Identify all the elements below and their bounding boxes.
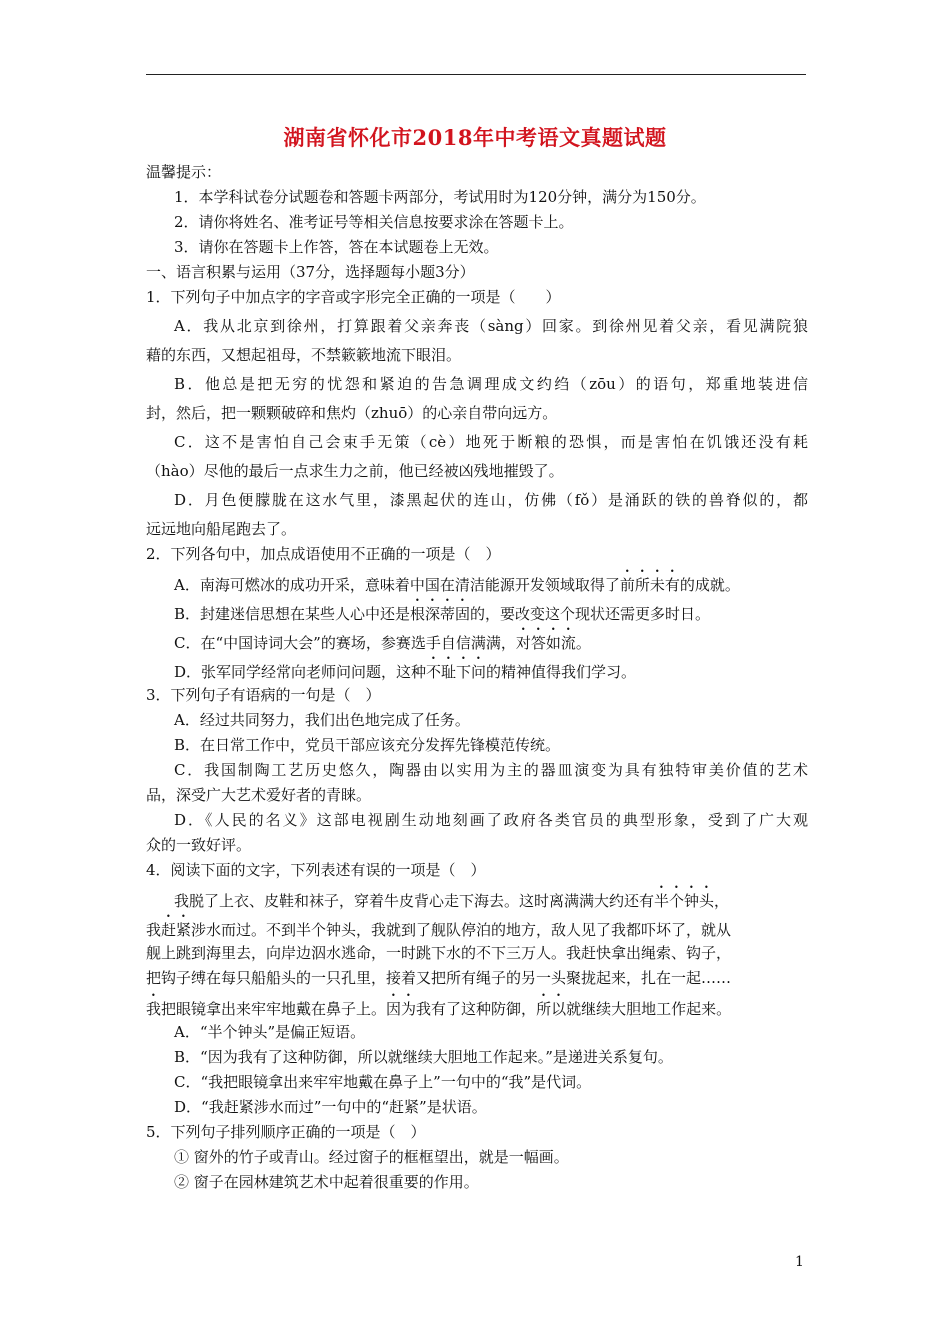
option-b: B．“因为我有了这种防御，所以就继续大胆地工作起来。”是递进关系复句。 xyxy=(174,1048,673,1066)
passage-line: 我脱了上衣、皮鞋和袜子，穿着牛皮背心走下海去。这时离满满大约还有半个钟头， xyxy=(174,892,730,910)
option-d: D．《人民的名义》这部电视剧生动地刻画了政府各类官员的典型形象，受到了广大观 xyxy=(174,811,808,829)
option-a: A．我从北京到徐州，打算跟着父亲奔丧（sàng）回家。到徐州见着父亲，看见满院狼 xyxy=(174,317,808,335)
option-d: D．“我赶紧涉水而过”一句中的“赶紧”是状语。 xyxy=(174,1098,487,1116)
header-rule xyxy=(146,74,806,75)
option-c: C．在“中国诗词大会”的赛场，参赛选手自信满满，对答如流。 xyxy=(174,634,591,652)
option-b-cont: 封，然后，把一颗颗破碎和焦灼（zhuō）的心亲自带向远方。 xyxy=(146,404,558,422)
question-stem: 2．下列各句中，加点成语使用不正确的一项是（ ） xyxy=(146,545,501,563)
passage-line: 我赶紧涉水而过。不到半个钟头，我就到了舰队停泊的地方，敌人见了我都吓坏了，就从 xyxy=(146,921,732,939)
tips-heading: 温馨提示： xyxy=(146,163,222,181)
question-stem: 4．阅读下面的文字，下列表述有误的一项是（ ） xyxy=(146,861,486,879)
dotted-idiom: 前所未有 xyxy=(619,576,680,594)
option-a-cont: 藉的东西，又想起祖母，不禁簌簌地流下眼泪。 xyxy=(146,346,462,364)
option-b: B．封建迷信思想在某些人心中还是根深蒂固的，要改变这个现状还需更多时日。 xyxy=(174,605,711,623)
option-a: A．“半个钟头”是偏正短语。 xyxy=(174,1023,366,1041)
option-b: B．他总是把无穷的忧怨和紧迫的告急调理成文约绉（zōu）的语句，郑重地装进信 xyxy=(174,375,808,393)
page-number: 1 xyxy=(795,1254,804,1270)
page-title: 湖南省怀化市2018年中考语文真题试题 xyxy=(283,125,667,150)
tip-item: 2．请你将姓名、准考证号等相关信息按要求涂在答题卡上。 xyxy=(174,213,574,231)
option-a: A．经过共同努力，我们出色地完成了任务。 xyxy=(174,711,470,729)
dotted-idiom: 对答如流 xyxy=(515,634,576,652)
passage-line: 我把眼镜拿出来牢牢地戴在鼻子上。因为我有了这种防御，所以就继续大胆地工作起来。 xyxy=(146,1000,732,1018)
dotted-phrase: 因为 xyxy=(386,1000,417,1018)
option-c: C．这不是害怕自己会束手无策（cè）地死于断粮的恐惧，而是害怕在饥饿还没有耗 xyxy=(174,433,808,451)
option-c-cont: （hào）尽他的最后一点求生力之前，他已经被凶残地摧毁了。 xyxy=(146,462,564,480)
option-c: C．“我把眼镜拿出来牢牢地戴在鼻子上”一句中的“我”是代词。 xyxy=(174,1073,592,1091)
option-b: B．在日常工作中，党员干部应该充分发挥先锋模范传统。 xyxy=(174,736,561,754)
sentence-item: ② 窗子在园林建筑艺术中起着很重要的作用。 xyxy=(174,1173,479,1191)
option-d: D．月色便朦胧在这水气里，漆黑起伏的连山，仿佛（fǒ）是涌跃的铁的兽脊似的，都 xyxy=(174,491,808,509)
dotted-phrase: 所以 xyxy=(536,1000,567,1018)
dotted-idiom: 不耻下问 xyxy=(426,663,487,681)
dotted-idiom: 根深蒂固 xyxy=(410,605,471,623)
passage-line: 舰上跳到海里去，向岸边泅水逃命，一时跳下水的不下三万人。我赶快拿出绳索、钩子， xyxy=(146,944,732,962)
dotted-phrase: 赶紧 xyxy=(161,921,192,939)
option-c: C．我国制陶工艺历史悠久，陶器由以实用为主的器皿演变为具有独特审美价值的艺术 xyxy=(174,761,808,779)
option-c-cont: 品，深受广大艺术爱好者的青睐。 xyxy=(146,786,372,804)
option-d-cont: 远远地向船尾跑去了。 xyxy=(146,520,297,538)
dotted-phrase: 我 xyxy=(146,1000,162,1018)
tip-item: 3．请你在答题卡上作答，答在本试题卷上无效。 xyxy=(174,238,499,256)
sentence-item: ① 窗外的竹子或青山。经过窗子的框框望出，就是一幅画。 xyxy=(174,1148,569,1166)
section-heading: 一、语言积累与运用（37分，选择题每小题3分） xyxy=(146,263,475,281)
passage-line: 把钩子缚在每只船船头的一只孔里，接着又把所有绳子的另一头聚拢起来，扎在一起…… xyxy=(146,969,732,987)
option-d: D．张军同学经常向老师问问题，这种不耻下问的精神值得我们学习。 xyxy=(174,663,637,681)
option-a: A．南海可燃冰的成功开采，意味着中国在清洁能源开发领域取得了前所未有的成就。 xyxy=(174,576,740,594)
question-stem: 3．下列句子有语病的一句是（ ） xyxy=(146,686,381,704)
question-stem: 1．下列句子中加点字的字音或字形完全正确的一项是（ ） xyxy=(146,288,561,306)
dotted-phrase: 半个钟头 xyxy=(654,892,715,910)
exam-body xyxy=(146,160,808,1195)
question-stem: 5．下列句子排列顺序正确的一项是（ ） xyxy=(146,1123,426,1141)
tip-item: 1．本学科试卷分试题卷和答题卡两部分，考试用时为120分钟，满分为150分。 xyxy=(174,188,706,206)
option-d-cont: 众的一致好评。 xyxy=(146,836,252,854)
